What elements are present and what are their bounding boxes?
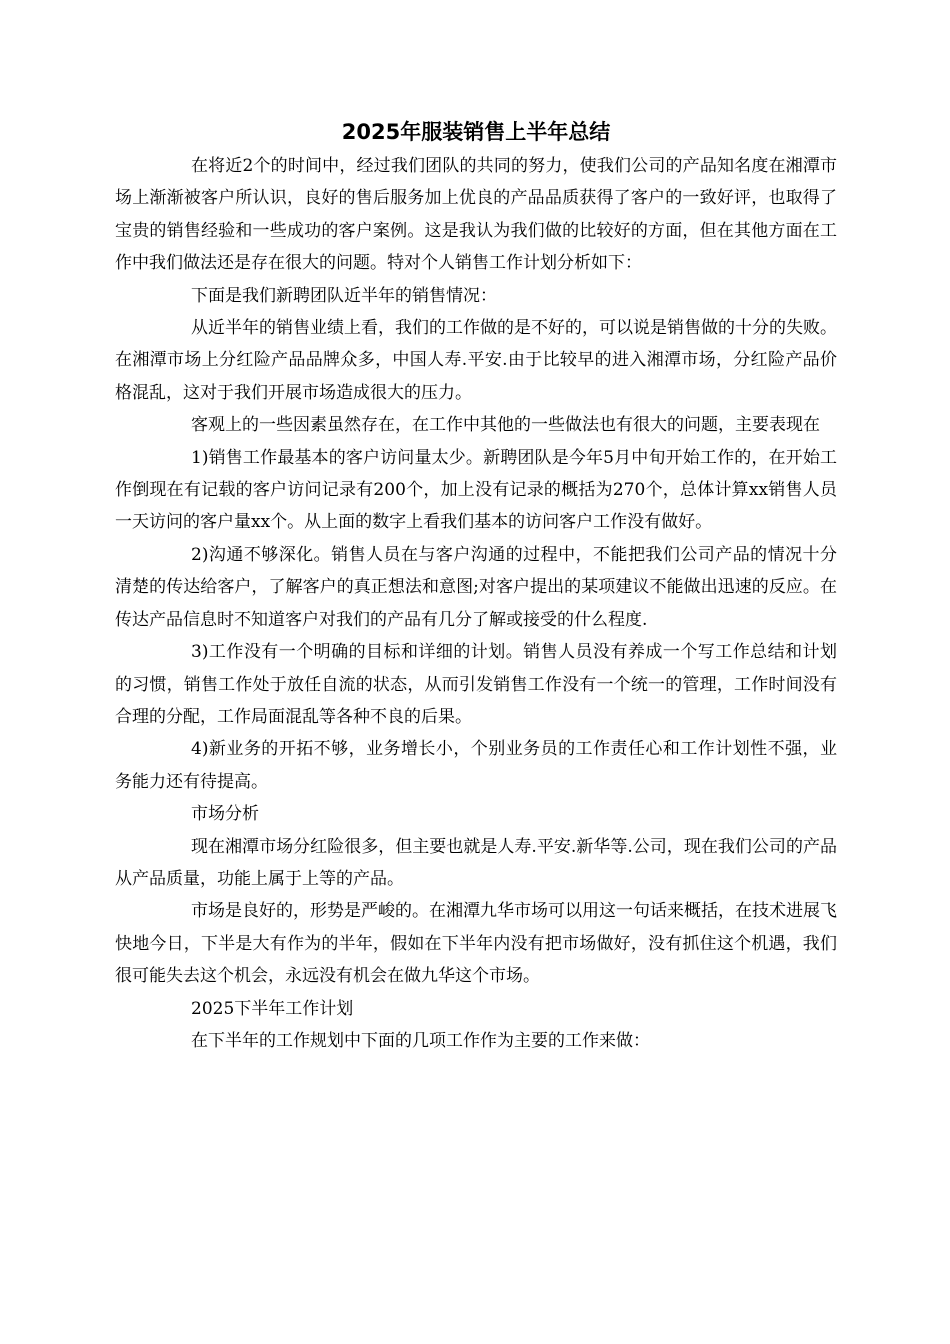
- paragraph-market-1: 现在湘潭市场分红险很多，但主要也就是人寿.平安.新华等.公司，现在我们公司的产品从产品质量，功能上属于上等的产品。: [115, 836, 837, 889]
- paragraph-problem-3: 3)工作没有一个明确的目标和详细的计划。销售人员没有养成一个写工作总结和计划的习惯，销售工作处于放任自流的状态，从而引发销售工作没有一个统一的管理，工作时间没有合理的分配，工作局面混乱等各种不良的后果。: [115, 642, 837, 727]
- paragraph-performance: 从近半年的销售业绩上看，我们的工作做的是不好的，可以说是销售做的十分的失败。在湘潭市场上分红险产品品牌众多，中国人寿.平安.由于比较早的进入湘潭市场，分红险产品价格混乱，这对于我们开展市场造成很大的压力。: [115, 318, 837, 403]
- section-heading-market-analysis: 市场分析: [191, 804, 259, 825]
- document-title: 2025年服装销售上半年总结: [341, 120, 611, 144]
- paragraph-problem-2: 2)沟通不够深化。销售人员在与客户沟通的过程中，不能把我们公司产品的情况十分清楚的传达给客户，了解客户的真正想法和意图;对客户提出的某项建议不能做出迅速的反应。在传达产品信息时不知道客户对我们的产品有几分了解或接受的什么程度.: [115, 544, 837, 630]
- paragraph-team-sales: 下面是我们新聘团队近半年的销售情况：: [191, 285, 497, 306]
- paragraph-problems-intro: 客观上的一些因素虽然存在，在工作中其他的一些做法也有很大的问题，主要表现在: [191, 415, 820, 436]
- paragraph-market-2: 市场是良好的，形势是严峻的。在湘潭九华市场可以用这一句话来概括，在技术进展飞快地今日，下半是大有作为的半年，假如在下半年内没有把市场做好，没有抓住这个机遇，我们很可能失去这个机会，永远没有机会在做九华这个市场。: [115, 901, 837, 987]
- section-heading-work-plan: 2025下半年工作计划: [191, 998, 354, 1019]
- document-page: [115, 114, 837, 1057]
- paragraph-problem-1: 1)销售工作最基本的客户访问量太少。新聘团队是今年5月中旬开始工作的，在开始工作倒现在有记载的客户访问记录有200个，加上没有记录的概括为270个，总体计算xx销售人员一天访问的客户量xx个。从上面的数字上看我们基本的访问客户工作没有做好。: [115, 447, 837, 533]
- paragraph-work-plan-intro: 在下半年的工作规划中下面的几项工作作为主要的工作来做：: [191, 1030, 650, 1051]
- paragraph-problem-4: 4)新业务的开拓不够，业务增长小，个别业务员的工作责任心和工作计划性不强，业务能力还有待提高。: [115, 739, 837, 792]
- paragraph-intro: 在将近2个的时间中，经过我们团队的共同的努力，使我们公司的产品知名度在湘潭市场上渐渐被客户所认识，良好的售后服务加上优良的产品品质获得了客户的一致好评，也取得了宝贵的销售经验和一些成功的客户案例。这是我认为我们做的比较好的方面，但在其他方面在工作中我们做法还是存在很大的问题。特对个人销售工作计划分析如下：: [115, 156, 837, 274]
